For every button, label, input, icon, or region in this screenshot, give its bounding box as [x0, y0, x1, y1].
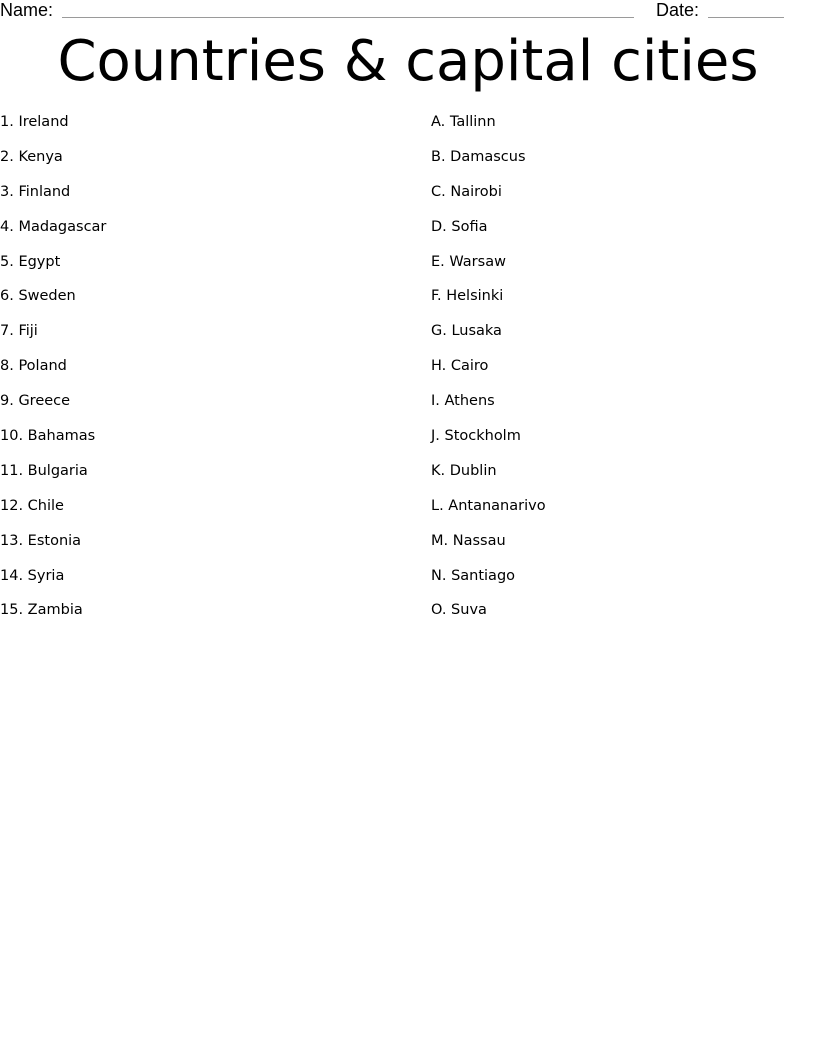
capital-item: B. Damascus [431, 148, 526, 165]
capital-item: L. Antananarivo [431, 497, 546, 514]
date-field-line[interactable] [708, 17, 784, 18]
capital-item: G. Lusaka [431, 323, 502, 340]
country-item: 3. Finland [0, 183, 71, 200]
country-item: 11. Bulgaria [0, 462, 88, 479]
country-item: 2. Kenya [0, 148, 63, 165]
country-item: 1. Ireland [0, 114, 69, 130]
country-item: 7. Fiji [0, 323, 38, 340]
country-item: 12. Chile [0, 497, 64, 514]
capital-item: E. Warsaw [431, 253, 506, 270]
capital-item: M. Nassau [431, 532, 506, 549]
worksheet-header [0, 0, 816, 22]
name-label: Name: [0, 0, 54, 20]
capitals-list [431, 112, 546, 635]
country-item: 13. Estonia [0, 532, 82, 549]
name-field-line[interactable] [62, 17, 634, 18]
country-item: 10. Bahamas [0, 428, 96, 445]
country-item: 15. Zambia [0, 602, 83, 619]
country-item: 14. Syria [0, 567, 65, 584]
page-title: Countries & capital cities [57, 29, 759, 94]
capital-item: N. Santiago [431, 567, 516, 584]
country-item: 8. Poland [0, 358, 67, 375]
countries-list [0, 112, 106, 635]
capital-item: K. Dublin [431, 462, 497, 479]
capital-item: A. Tallinn [431, 114, 496, 130]
country-item: 4. Madagascar [0, 218, 107, 235]
capital-item: D. Sofia [431, 218, 488, 235]
country-item: 9. Greece [0, 393, 71, 410]
capital-item: H. Cairo [431, 358, 489, 375]
capital-item: I. Athens [431, 393, 495, 410]
capital-item: F. Helsinki [431, 288, 504, 305]
capital-item: J. Stockholm [431, 428, 521, 445]
country-item: 6. Sweden [0, 288, 76, 305]
capital-item: O. Suva [431, 602, 487, 619]
date-label: Date: [656, 0, 700, 20]
country-item: 5. Egypt [0, 253, 61, 270]
capital-item: C. Nairobi [431, 183, 502, 200]
